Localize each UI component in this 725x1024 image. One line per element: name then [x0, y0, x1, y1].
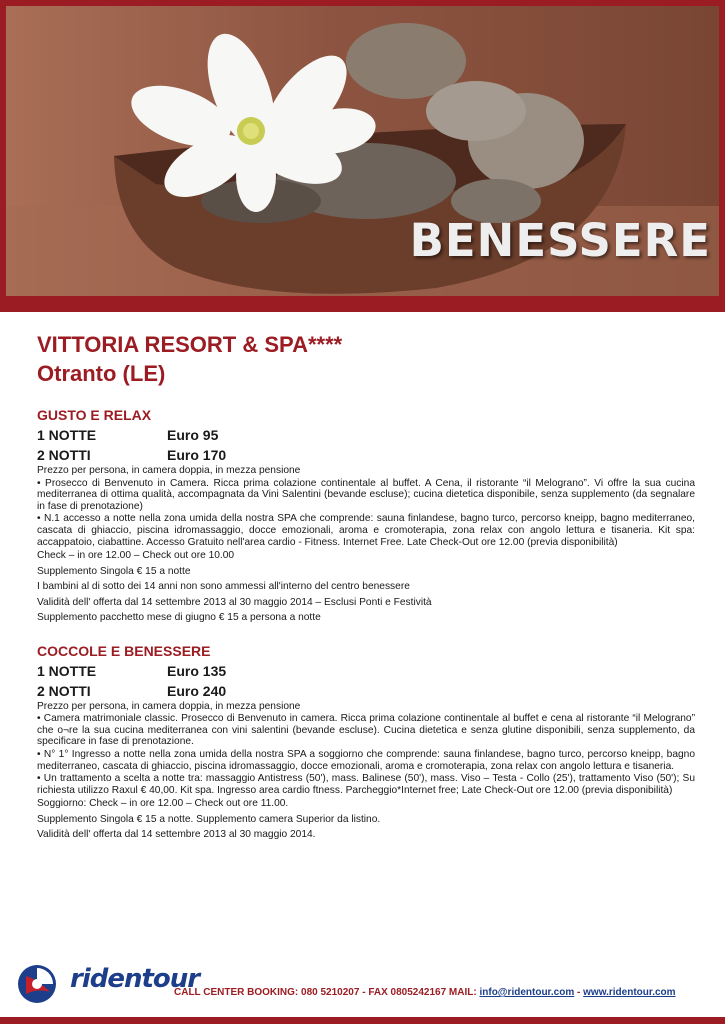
price-nights: 2 NOTTI — [37, 682, 91, 699]
price-row — [37, 661, 695, 681]
bottom-accent-bar — [0, 1017, 725, 1024]
package-paragraph: Prezzo per persona, in camera doppia, in mezza pensione — [37, 700, 301, 712]
package-paragraph: • N° 1° Ingresso a notte nella zona umida della nostra SPA a soggiorno che comprende: sauna finlandese, bagno turco, percorso kneipp, bagno mediterraneo, cascata di ghiaccio, piscina idromassaggio, docce emozionali, aroma e cromoterapia, zona relax con angolo lettura e tisaneria. — [37, 749, 695, 772]
price-nights: 2 NOTTI — [37, 447, 91, 463]
package-line: Supplemento Singola € 15 a notte. Supplemento camera Superior da listino. — [37, 813, 381, 825]
package-line: I bambini al di sotto dei 14 anni non sono ammessi all'interno del centro benessere — [37, 581, 410, 593]
package-line: Validità dell' offerta dal 14 settembre 2013 al 30 maggio 2014. — [37, 829, 316, 841]
package-paragraph: Prezzo per persona, in camera doppia, in mezza pensione — [37, 465, 301, 476]
package-paragraph: • N.1 accesso a notte nella zona umida della nostra SPA che comprende: sauna finlandese, bagno turco, percorso kneipp, bagno mediterraneo, cascata di ghiaccio, piscina idromassaggio, docce emozionali, aroma e cromoterapia, zona relax con angolo lettura e tisaneria. Kit spa: accappatoio, ciabattine. Accesso Gratuito nell'area cardio - Fitness. Internet Free. Late Check-Out ore 12.00 (previa disponibilità) — [37, 513, 695, 548]
contact-line — [174, 987, 676, 998]
price-row — [37, 445, 695, 465]
package-title: COCCOLE E BENESSERE — [37, 642, 211, 659]
header-banner — [0, 0, 725, 312]
package-line: Soggiorno: Check – in ore 12.00 – Check out ore 11.00. — [37, 798, 289, 810]
package-paragraph: • Camera matrimoniale classic. Prosecco di Benvenuto in camera. Ricca prima colazione continentale al buffet e cena al ristorante “il Melograno” che o¬re la sua cucina mediterranea con vini salentini (bevande escluse). Cucina dietetica e senza glutine disponibili, senza supplemento, da specificare in fase di prenotazione. — [37, 713, 695, 748]
package-line: Supplemento pacchetto mese di giugno € 15 a persona a notte — [37, 612, 321, 624]
price-amount: Euro 240 — [167, 682, 227, 699]
price-nights: 1 NOTTE — [37, 662, 97, 679]
package-line: Check – in ore 12.00 – Check out ore 10.00 — [37, 550, 235, 562]
package-coccole-benessere — [37, 642, 695, 843]
ridentour-logo — [16, 962, 200, 1008]
price-nights: 1 NOTTE — [37, 427, 97, 443]
hotel-location: Otranto (LE) — [37, 361, 166, 386]
footer — [0, 950, 725, 1024]
package-paragraph: • Un trattamento a scelta a notte tra: massaggio Antistress (50'), mass. Balinese (50'), mass. Viso – Testa - Collo (25'), trattamento Viso (50'); Su richiesta utilizzo Raxul € 40,00. Kit spa. Ingresso area cardio ftness. Parcheggio*Internet free; Late Check-Out ore 12.00 (previa disponibilità) — [37, 773, 695, 796]
package-paragraph: • Prosecco di Benvenuto in Camera. Ricca prima colazione continentale al buffet. A Cena, il ristorante “il Melograno”. Vi offre la sua cucina mediterranea di ottima qualità, accompagnata da Vini Salentini (bevande escluse); cucina dietetica disponibile, senza supplemento (da segnalare in fase di prenotazione) — [37, 477, 695, 512]
price-row — [37, 681, 695, 701]
package-line: Supplemento Singola € 15 a notte — [37, 565, 191, 577]
hotel-name: VITTORIA RESORT & SPA**** — [37, 332, 343, 357]
package-title: GUSTO E RELAX — [37, 407, 152, 423]
price-amount: Euro 95 — [167, 427, 219, 443]
price-row — [37, 425, 695, 445]
logo-emblem-icon — [16, 962, 58, 1006]
contact-separator: - — [574, 987, 584, 998]
price-amount: Euro 135 — [167, 662, 227, 679]
email-link[interactable]: info@ridentour.com — [479, 987, 575, 998]
logo-text: ridentour — [70, 964, 200, 994]
package-gusto-relax — [37, 406, 695, 626]
contact-info: CALL CENTER BOOKING: 080 5210207 - FAX 0805242167 MAIL: — [174, 987, 480, 998]
package-line: Validità dell' offerta dal 14 settembre 2013 al 30 maggio 2014 – Esclusi Ponti e Festività — [37, 596, 432, 608]
banner-title: BENESSERE — [409, 214, 711, 267]
main-content — [37, 330, 695, 843]
price-amount: Euro 170 — [167, 447, 227, 463]
website-link[interactable]: www.ridentour.com — [583, 987, 676, 998]
